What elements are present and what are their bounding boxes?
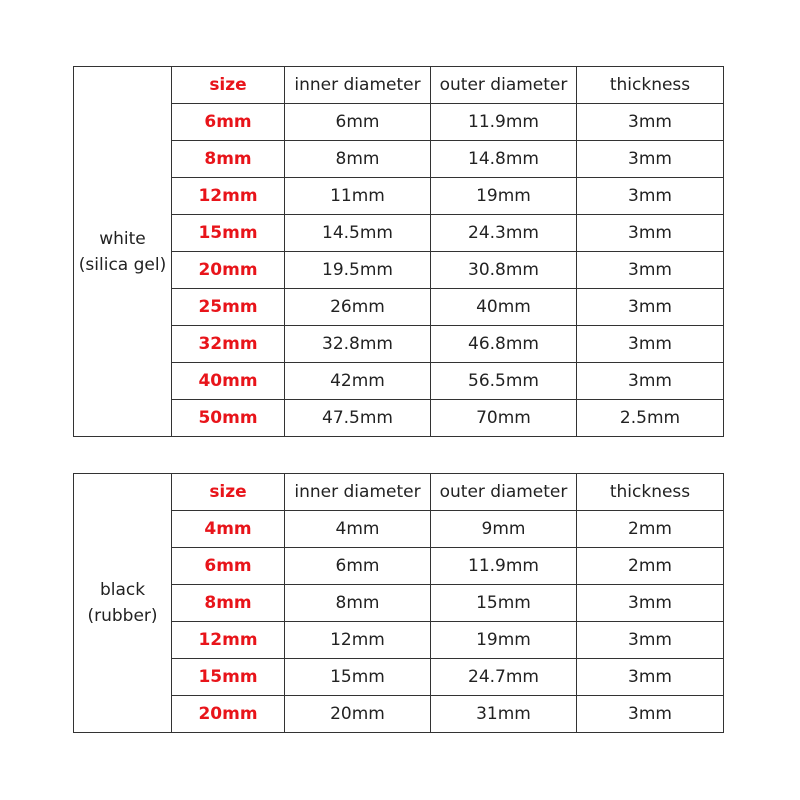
inner-diameter-cell: 15mm (285, 659, 431, 696)
table-row (74, 178, 724, 215)
outer-diameter-cell: 14.8mm (431, 141, 577, 178)
table-body (74, 474, 724, 733)
size-cell: 40mm (172, 363, 285, 400)
thickness-column-header: thickness (577, 474, 724, 511)
table-row (74, 511, 724, 548)
size-cell: 12mm (172, 178, 285, 215)
thickness-cell: 3mm (577, 289, 724, 326)
thickness-cell: 3mm (577, 215, 724, 252)
table-row (74, 659, 724, 696)
thickness-cell: 2mm (577, 511, 724, 548)
thickness-cell: 3mm (577, 326, 724, 363)
thickness-cell: 3mm (577, 178, 724, 215)
size-column-header: size (172, 474, 285, 511)
inner-diameter-cell: 32.8mm (285, 326, 431, 363)
outer-diameter-column-header: outer diameter (431, 474, 577, 511)
table-row (74, 696, 724, 733)
material-label (74, 67, 172, 437)
thickness-cell: 3mm (577, 585, 724, 622)
outer-diameter-cell: 30.8mm (431, 252, 577, 289)
outer-diameter-cell: 31mm (431, 696, 577, 733)
outer-diameter-cell: 40mm (431, 289, 577, 326)
thickness-cell: 3mm (577, 622, 724, 659)
table-row (74, 622, 724, 659)
size-cell: 15mm (172, 215, 285, 252)
thickness-column-header: thickness (577, 67, 724, 104)
table-row (74, 548, 724, 585)
material-type: (rubber) (87, 606, 158, 626)
table-row (74, 400, 724, 437)
outer-diameter-cell: 19mm (431, 622, 577, 659)
black-rubber-size-table (73, 473, 724, 733)
inner-diameter-cell: 19.5mm (285, 252, 431, 289)
thickness-cell: 3mm (577, 141, 724, 178)
inner-diameter-cell: 42mm (285, 363, 431, 400)
thickness-cell: 3mm (577, 659, 724, 696)
inner-diameter-cell: 8mm (285, 585, 431, 622)
thickness-cell: 2.5mm (577, 400, 724, 437)
thickness-cell: 3mm (577, 104, 724, 141)
thickness-cell: 3mm (577, 363, 724, 400)
size-cell: 8mm (172, 141, 285, 178)
white-silica-gel-size-table (73, 66, 724, 437)
size-cell: 32mm (172, 326, 285, 363)
size-cell: 15mm (172, 659, 285, 696)
inner-diameter-cell: 14.5mm (285, 215, 431, 252)
table-row (74, 363, 724, 400)
table-row (74, 289, 724, 326)
outer-diameter-cell: 46.8mm (431, 326, 577, 363)
thickness-cell: 3mm (577, 252, 724, 289)
table-row (74, 141, 724, 178)
table-row (74, 104, 724, 141)
table-row (74, 215, 724, 252)
table-row (74, 585, 724, 622)
size-cell: 20mm (172, 252, 285, 289)
inner-diameter-column-header: inner diameter (285, 474, 431, 511)
outer-diameter-cell: 11.9mm (431, 548, 577, 585)
outer-diameter-column-header: outer diameter (431, 67, 577, 104)
size-cell: 12mm (172, 622, 285, 659)
outer-diameter-cell: 56.5mm (431, 363, 577, 400)
material-label (74, 474, 172, 733)
size-column-header: size (172, 67, 285, 104)
size-cell: 50mm (172, 400, 285, 437)
table-body (74, 67, 724, 437)
size-cell: 8mm (172, 585, 285, 622)
outer-diameter-cell: 15mm (431, 585, 577, 622)
outer-diameter-cell: 9mm (431, 511, 577, 548)
outer-diameter-cell: 70mm (431, 400, 577, 437)
material-color: black (99, 580, 146, 600)
header-row (74, 67, 724, 104)
size-cell: 20mm (172, 696, 285, 733)
outer-diameter-cell: 11.9mm (431, 104, 577, 141)
size-cell: 4mm (172, 511, 285, 548)
inner-diameter-cell: 11mm (285, 178, 431, 215)
thickness-cell: 3mm (577, 696, 724, 733)
size-cell: 6mm (172, 104, 285, 141)
inner-diameter-cell: 6mm (285, 548, 431, 585)
inner-diameter-cell: 47.5mm (285, 400, 431, 437)
header-row (74, 474, 724, 511)
material-type: (silica gel) (78, 254, 167, 275)
inner-diameter-cell: 4mm (285, 511, 431, 548)
outer-diameter-cell: 24.3mm (431, 215, 577, 252)
inner-diameter-cell: 26mm (285, 289, 431, 326)
inner-diameter-cell: 20mm (285, 696, 431, 733)
outer-diameter-cell: 19mm (431, 178, 577, 215)
table-row (74, 252, 724, 289)
inner-diameter-cell: 12mm (285, 622, 431, 659)
table-row (74, 326, 724, 363)
inner-diameter-column-header: inner diameter (285, 67, 431, 104)
size-cell: 25mm (172, 289, 285, 326)
inner-diameter-cell: 8mm (285, 141, 431, 178)
inner-diameter-cell: 6mm (285, 104, 431, 141)
outer-diameter-cell: 24.7mm (431, 659, 577, 696)
material-color: white (99, 228, 146, 249)
thickness-cell: 2mm (577, 548, 724, 585)
size-cell: 6mm (172, 548, 285, 585)
